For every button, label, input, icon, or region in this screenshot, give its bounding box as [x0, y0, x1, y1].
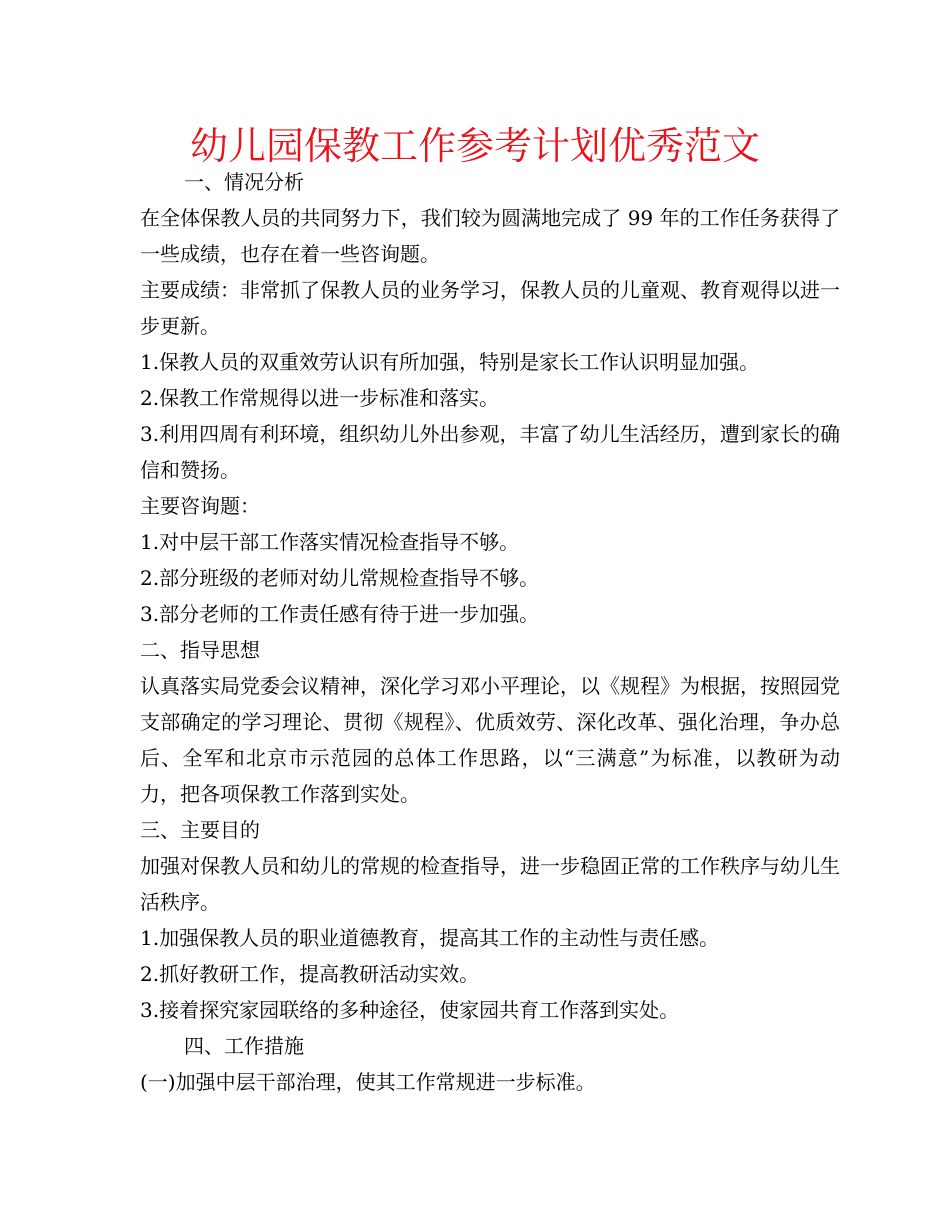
section-heading-situation: 一、情况分析: [184, 170, 304, 194]
subsection-heading: (一)加强中层干部治理，使其工作常规进一步标准。: [140, 1070, 596, 1094]
list-item: 2.保教工作常规得以进一步标准和落实。: [140, 386, 500, 410]
paragraph: 主要咨询题：: [140, 494, 260, 518]
list-item: 3.部分老师的工作责任感有待于进一步加强。: [140, 602, 540, 626]
section-heading-measures: 四、工作措施: [184, 1034, 304, 1058]
list-item: 3.接着探究家园联络的多种途径，使家园共育工作落到实处。: [140, 998, 680, 1022]
list-item: 2.抓好教研工作，提高教研活动实效。: [140, 962, 480, 986]
document-title: 幼儿园保教工作参考计划优秀范文: [189, 124, 760, 168]
paragraph: 加强对保教人员和幼儿的常规的检查指导，进一步稳固正常的工作秩序与幼儿生活秩序。: [140, 854, 840, 914]
list-item: 1.保教人员的双重效劳认识有所加强，特别是家长工作认识明显加强。: [140, 350, 760, 374]
paragraph: 认真落实局党委会议精神，深化学习邓小平理论，以《规程》为根据，按照园党支部确定的学习理论、贯彻《规程》、优质效劳、深化改革、强化治理，争办总后、全军和北京市示范园的总体工作思路，以“三满意”为标准，以教研为动力，把各项保教工作落到实处。: [140, 674, 840, 806]
section-heading-guiding-thought: 二、指导思想: [140, 638, 260, 662]
list-item: 2.部分班级的老师对幼儿常规检查指导不够。: [140, 566, 540, 590]
list-item: 3.利用四周有利环境，组织幼儿外出参观，丰富了幼儿生活经历，遭到家长的确信和赞扬。: [140, 422, 840, 482]
paragraph: 在全体保教人员的共同努力下，我们较为圆满地完成了 99 年的工作任务获得了一些成绩，也存在着一些咨询题。: [140, 206, 840, 266]
section-heading-main-goals: 三、主要目的: [140, 818, 260, 842]
document-body: [140, 164, 840, 1100]
list-item: 1.加强保教人员的职业道德教育，提高其工作的主动性与责任感。: [140, 926, 720, 950]
list-item: 1.对中层干部工作落实情况检查指导不够。: [140, 530, 520, 554]
paragraph: 主要成绩：非常抓了保教人员的业务学习，保教人员的儿童观、教育观得以进一步更新。: [140, 278, 840, 338]
